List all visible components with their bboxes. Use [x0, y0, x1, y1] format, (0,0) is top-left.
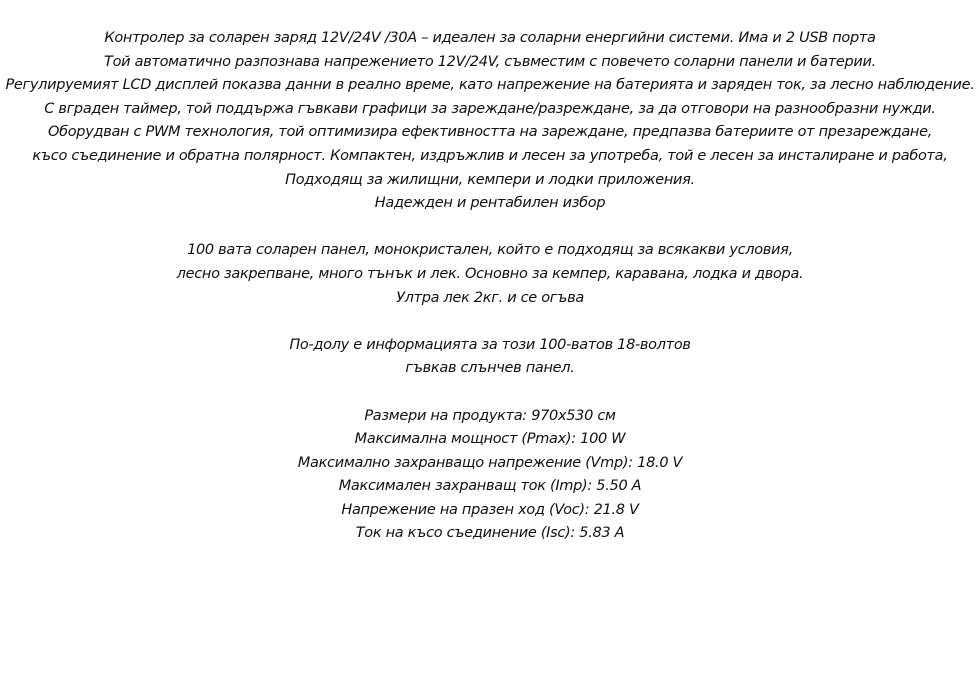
spec-max-power: Максимална мощност (Pmax): 100 W: [354, 431, 626, 448]
spec-vmp: Максимално захранващо напрежение (Vmp): 18.0 V: [297, 454, 683, 471]
controller-line-5: Оборудван с PWM технология, той оптимизира ефективността на зареждане, предпазва батериите от презареждане,: [47, 124, 933, 141]
controller-line-2: Той автоматично разпознава напрежението 12V/24V, съвместим с повечето соларни панели и батерии.: [104, 53, 876, 70]
paragraph-spacer: [0, 216, 980, 240]
panel-line-3: Ултра лек 2кг. и се огъва: [396, 289, 584, 306]
info-intro: [0, 334, 980, 381]
controller-line-7: Подходящ за жилищни, кемпери и лодки приложения.: [285, 171, 695, 188]
specifications-list: [0, 405, 980, 547]
controller-line-8: Надежден и рентабилен избор: [374, 195, 606, 212]
spec-dimensions: Размери на продукта: 970x530 см: [364, 407, 616, 424]
panel-line-2: лесно закрепване, много тънък и лек. Основно за кемпер, каравана, лодка и двора.: [176, 265, 804, 282]
paragraph-spacer: [0, 381, 980, 405]
panel-description: [0, 239, 980, 310]
panel-line-1: 100 вата соларен панел, монокристален, който е подходящ за всякакви условия,: [187, 242, 793, 259]
controller-line-6: късо съединение и обратна полярност. Компактен, издръжлив и лесен за употреба, той е лесен за инсталиране и работа,: [32, 147, 948, 164]
controller-line-4: С вграден таймер, той поддържа гъвкави графици за зареждане/разреждане, за да отговори на разнообразни нужди.: [44, 100, 936, 117]
info-line-1: По-долу е информацията за този 100-ватов 18-волтов: [289, 336, 691, 353]
spec-voc: Напрежение на празен ход (Voc): 21.8 V: [341, 501, 639, 518]
controller-line-1: Контролер за соларен заряд 12V/24V /30A – идеален за соларни енергийни системи. Има и 2 USB порта: [104, 30, 876, 46]
spec-isc: Ток на късо съединение (Isc): 5.83 A: [355, 525, 625, 542]
paragraph-spacer: [0, 310, 980, 334]
info-line-2: гъвкав слънчев панел.: [405, 360, 575, 377]
spec-imp: Максимален захранващ ток (Imp): 5.50 A: [338, 478, 642, 495]
controller-description: [0, 27, 980, 216]
controller-line-3: Регулируемият LCD дисплей показва данни в реално време, като напрежение на батерията и заряден ток, за лесно наблюдение.: [5, 77, 975, 94]
